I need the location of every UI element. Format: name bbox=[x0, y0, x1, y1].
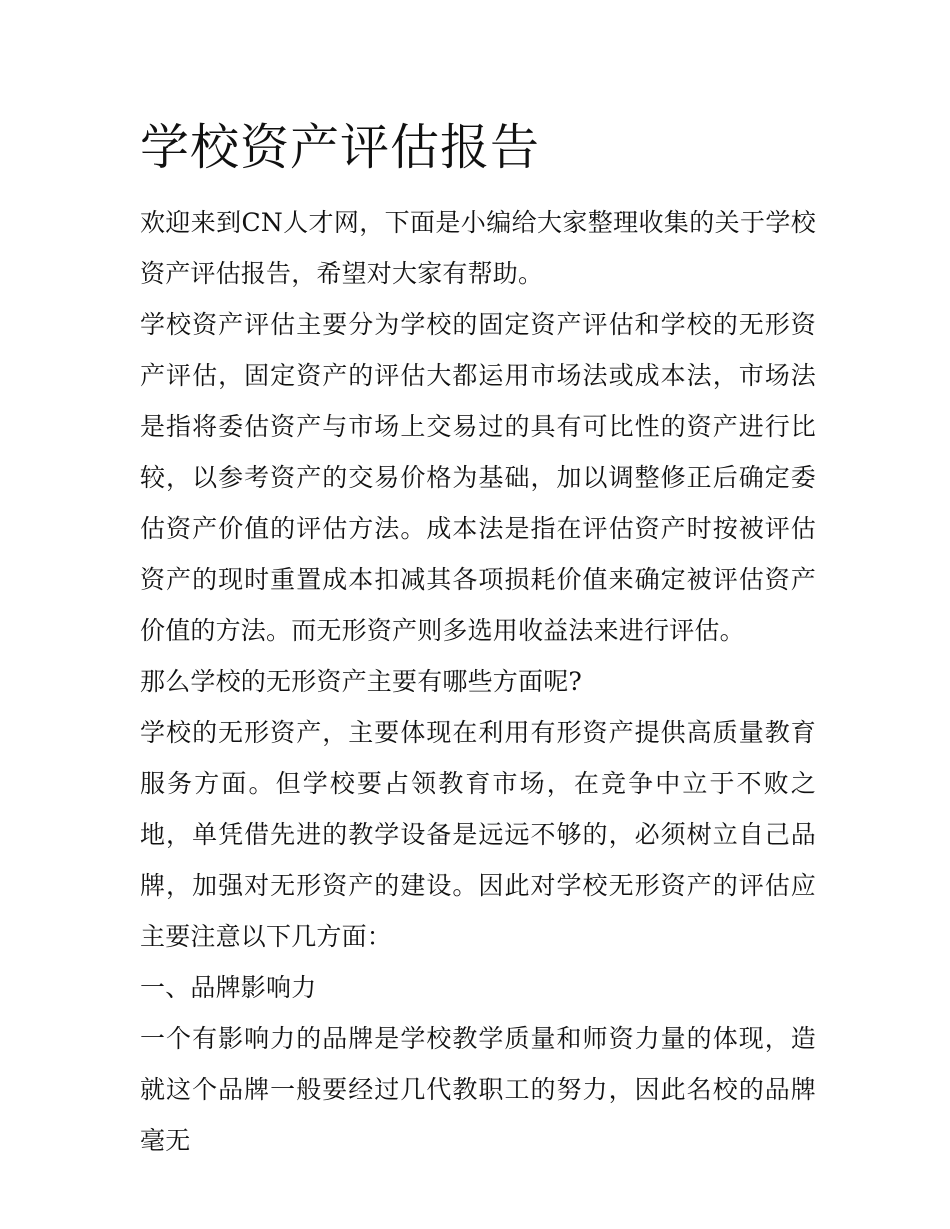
brand-influence-paragraph: 一个有影响力的品牌是学校教学质量和师资力量的体现，造就这个品牌一般要经过几代教职工的努力，因此名校的品牌毫无 bbox=[140, 1024, 816, 1155]
intro-paragraph: 欢迎来到CN人才网，下面是小编给大家整理收集的关于学校资产评估报告，希望对大家有帮助。 bbox=[140, 208, 816, 288]
section-heading-brand-influence: 一、品牌影响力 bbox=[140, 973, 317, 1002]
question-paragraph: 那么学校的无形资产主要有哪些方面呢? bbox=[140, 667, 583, 696]
intangible-assets-paragraph: 学校的无形资产，主要体现在利用有形资产提供高质量教育服务方面。但学校要占领教育市场，在竞争中立于不败之地，单凭借先进的教学设备是远远不够的，必须树立自己品牌，加强对无形资产的建设。因此对学校无形资产的评估应主要注意以下几方面： bbox=[140, 718, 816, 951]
document-title: 学校资产评估报告 bbox=[140, 119, 541, 176]
asset-evaluation-paragraph: 学校资产评估主要分为学校的固定资产评估和学校的无形资产评估，固定资产的评估大都运用市场法或成本法，市场法是指将委估资产与市场上交易过的具有可比性的资产进行比较，以参考资产的交易价格为基础，加以调整修正后确定委估资产价值的评估方法。成本法是指在评估资产时按被评估资产的现时重置成本扣减其各项损耗价值来确定被评估资产价值的方法。而无形资产则多选用收益法来进行评估。 bbox=[140, 310, 816, 645]
